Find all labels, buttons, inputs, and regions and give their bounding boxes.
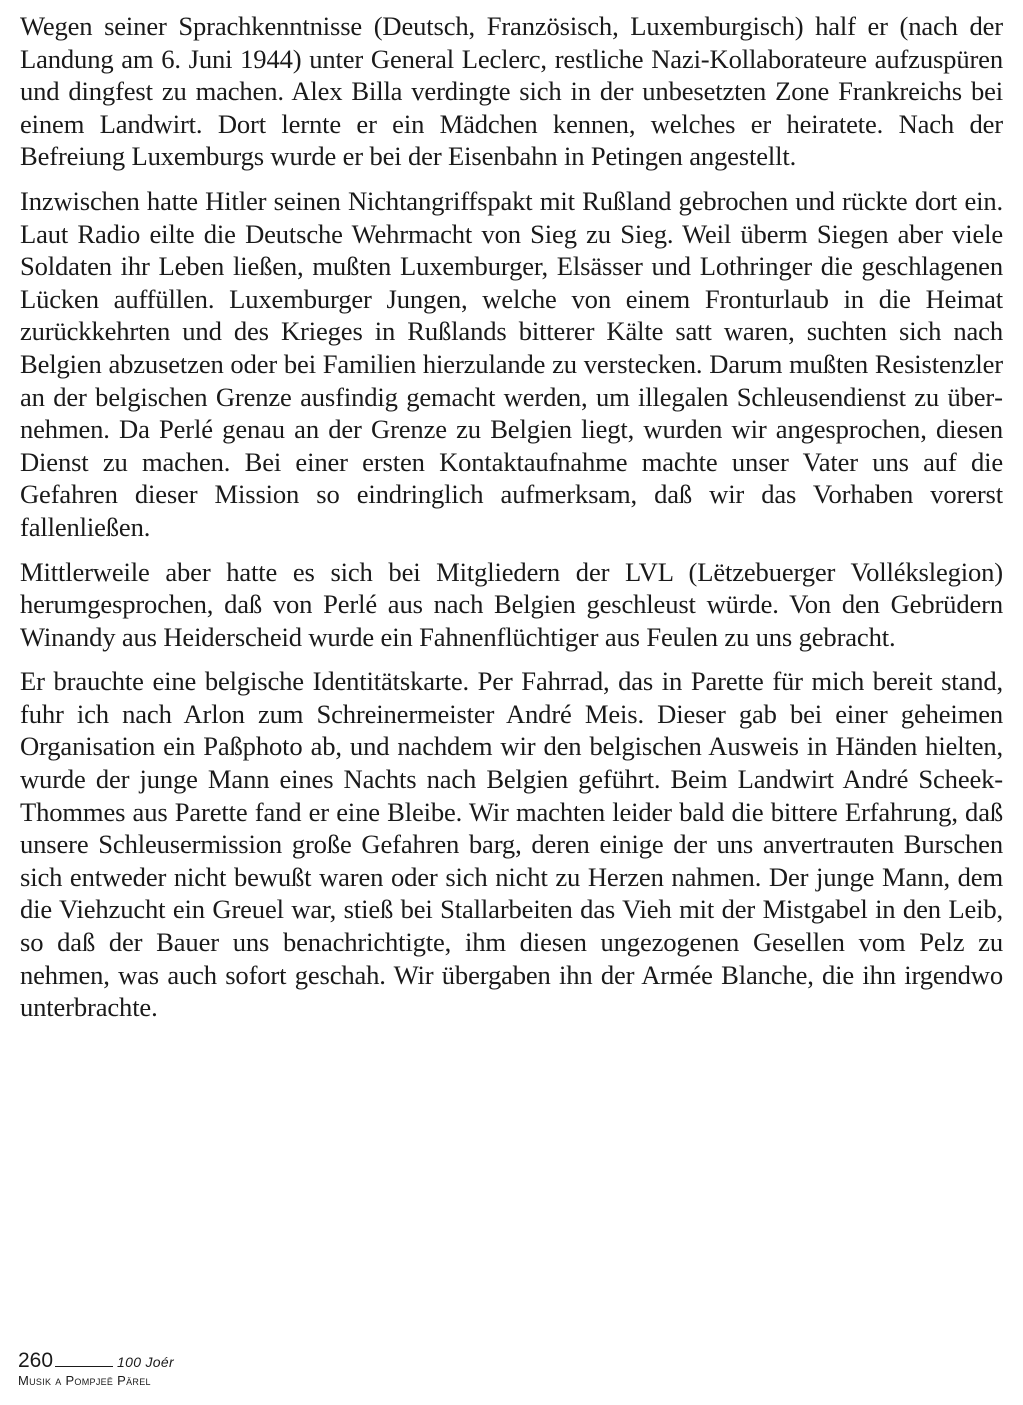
- footer-divider: [55, 1365, 113, 1367]
- paragraph-1: Wegen seiner Sprachkenntnisse (Deutsch, Französisch, Luxemburgisch) half er (nach der Landung am 6. Juni 1944) unter General Leclerc, restliche Nazi-Kollaborateure aufzuspüren und dingfest zu machen. Alex Billa verdingte sich in der unbesetzten Zone Frankreichs bei einem Landwirt. Dort lernte er ein Mädchen kennen, welches er heiratete. Nach der Befreiung Luxemburgs wurde er bei der Eisenbahn in Petingen angestellt.: [20, 11, 1003, 172]
- page-number: 260: [18, 1349, 54, 1372]
- body-text: [20, 10, 1003, 1036]
- paragraph-3: Mittlerweile aber hatte es sich bei Mitgliedern der LVL (Lëtzebuerger Vollékslegion) herumgesprochen, daß von Perlé aus nach Belgien geschleust würde. Von den Gebrüdern Winandy aus Heiderscheid wurde ein Fahnenflüchtiger aus Feulen zu uns gebracht.: [20, 556, 1003, 652]
- book-subtitle: Musik a Pompjeë Pärel: [18, 1373, 151, 1388]
- footer-line: [18, 1350, 174, 1372]
- page-footer: [18, 1350, 174, 1389]
- paragraph-2: Inzwischen hatte Hitler seinen Nichtangriffspakt mit Rußland gebrochen und rückte dort ein. Laut Radio eilte die Deutsche Wehrmacht von Sieg zu Sieg. Weil überm Siegen aber viele Soldaten ihr Leben ließen, mußten Luxemburger, Elsässer und Lothringer die geschlagenen Lücken auffüllen. Luxemburger Jungen, welche von einem Fronturlaub in die Heimat zurückkehrten und des Krieges in Rußlands bitterer Kälte satt waren, suchten sich nach Belgien abzusetzen oder bei Familien hierzulande zu verstecken. Darum mußten Resistenzler an der belgischen Grenze ausfindig gemacht werden, um illegalen Schleusendienst zu übernehmen. Da Perlé genau an der Grenze zu Belgien liegt, wurden wir angesprochen, diesen Dienst zu machen. Bei einer ersten Kontaktaufnahme machte unser Vater uns auf die Gefahren dieser Mission so eindringlich aufmerksam, daß wir das Vorhaben vorerst fallenließen.: [20, 185, 1003, 542]
- book-title: 100 Joér: [117, 1354, 174, 1370]
- paragraph-4: Er brauchte eine belgische Identitätskarte. Per Fahrrad, das in Parette für mich bereit stand, fuhr ich nach Arlon zum Schreinermeister André Meis. Dieser gab bei einer geheimen Organisation ein Paßphoto ab, und nachdem wir den belgischen Ausweis in Händen hielten, wurde der junge Mann eines Nachts nach Belgien geführt. Beim Landwirt André Scheek-Thommes aus Parette fand er eine Bleibe. Wir machten leider bald die bittere Erfahrung, daß unsere Schleusermission große Gefahren barg, deren einige der uns anvertrauten Burschen sich entweder nicht bewußt waren oder sich nicht zu Herzen nahmen. Der junge Mann, dem die Viehzucht ein Greuel war, stieß bei Stallarbeiten das Vieh mit der Mistgabel in den Leib, so daß der Bauer uns benachrichtigte, ihm diesen ungezogenen Gesellen vom Pelz zu nehmen, was auch sofort geschah. Wir übergaben ihn der Armée Blanche, die ihn irgendwo unterbrachte.: [20, 666, 1003, 1023]
